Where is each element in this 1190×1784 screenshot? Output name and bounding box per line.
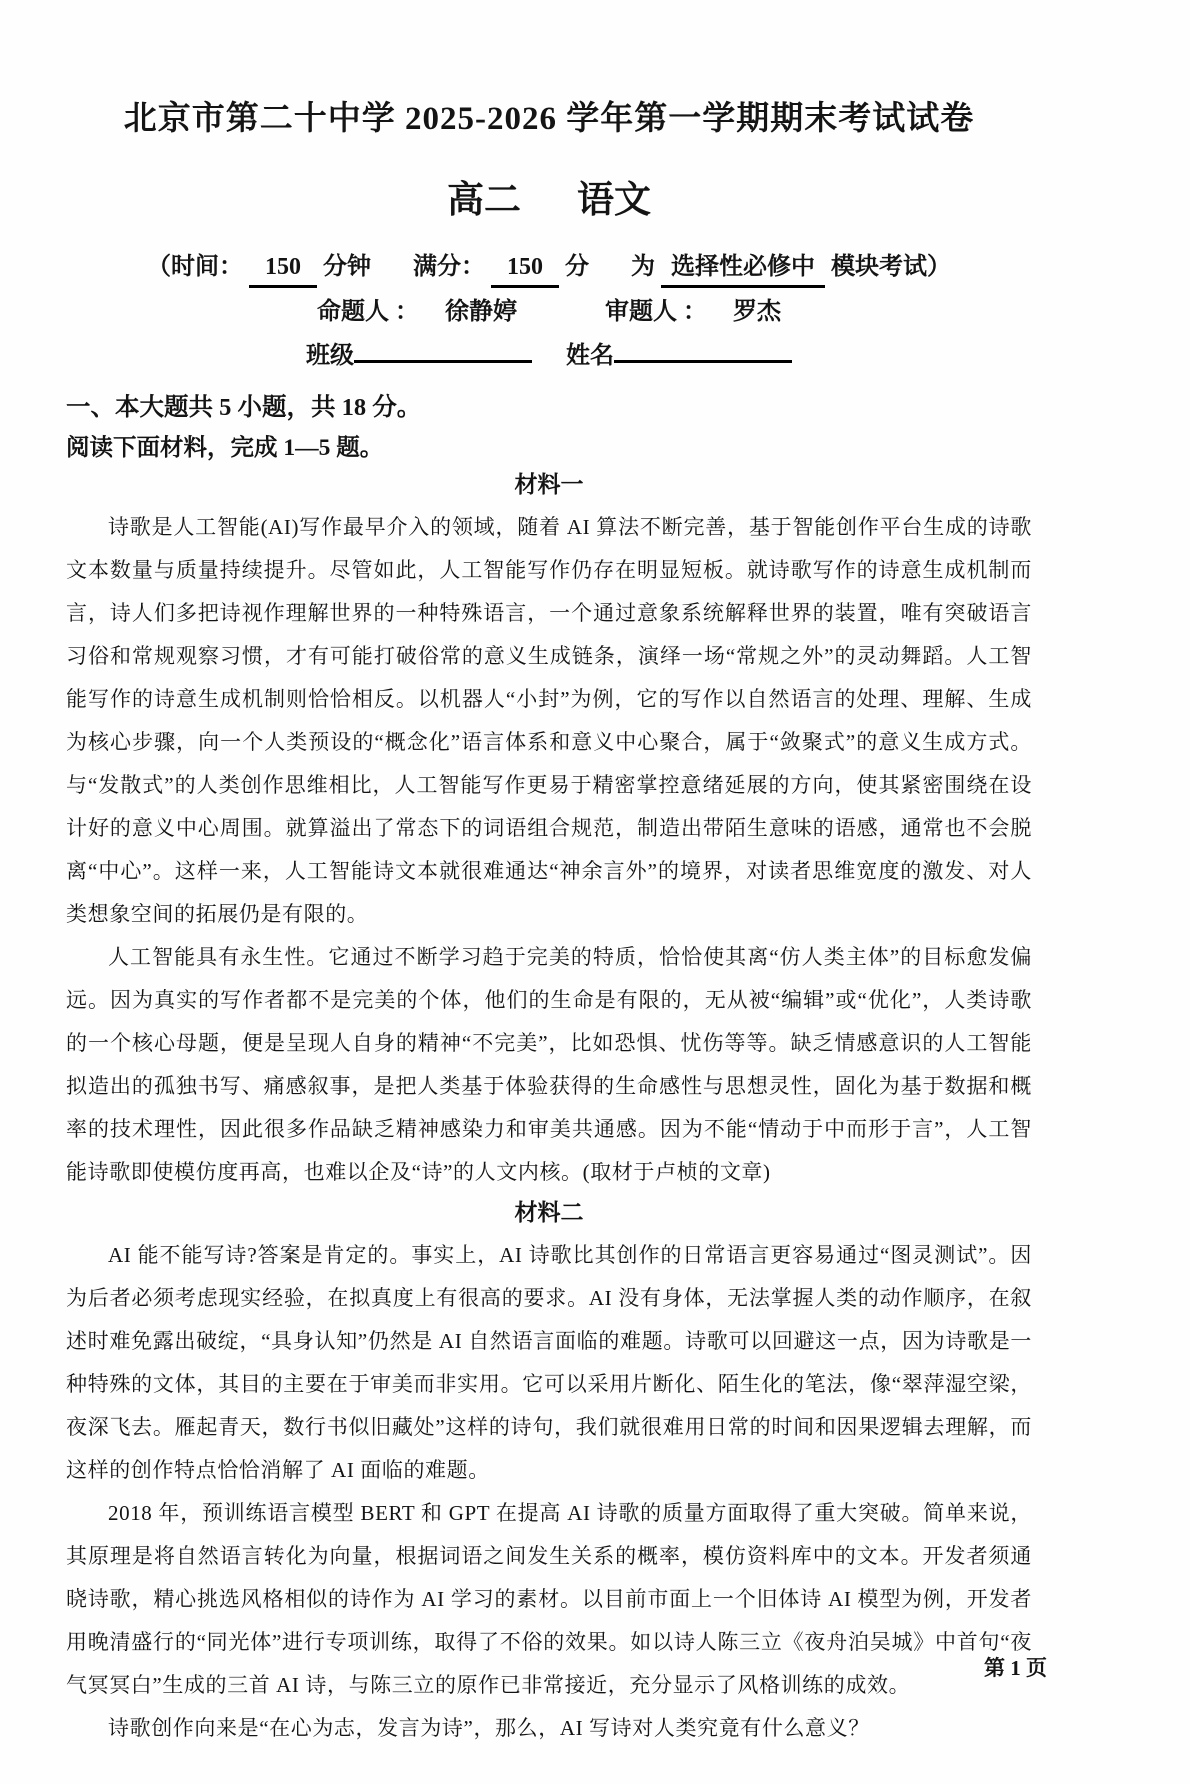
subject-title (66, 169, 1032, 223)
school-title: 北京市第二十中学 2025-2026 学年第一学期期末考试试卷 (123, 101, 975, 137)
time-label: （时间： (147, 254, 243, 280)
exam-info-line (66, 249, 1032, 288)
reviewer (605, 294, 781, 330)
setter (317, 294, 517, 330)
module-blank: 选择性必修中 (661, 249, 825, 288)
score-blank: 150 (491, 249, 559, 288)
module-prefix: 为 (631, 254, 655, 280)
class-label: 班级 (306, 343, 354, 369)
reviewer-name: 罗杰 (733, 299, 781, 325)
material-one-heading: 材料一 (514, 472, 584, 497)
material-two-heading: 材料二 (514, 1200, 584, 1225)
reviewer-label: 审题人 ： (605, 299, 707, 325)
setter-label: 命题人 ： (317, 299, 419, 325)
name-field (566, 334, 792, 374)
student-fill-line (66, 334, 1032, 374)
material-two-paragraph-2: 2018 年，预训练语言模型 BERT 和 GPT 在提高 AI 诗歌的质量方面取得了重大突破。简单来说，其原理是将自然语言转化为向量，根据词语之间发生关系的概率，模仿资料库中的文本。开发者须通晓诗歌，精心挑选风格相似的诗作为 AI 学习的素材。以目前市面上一个旧体诗 AI 模型为例，开发者用晚清盛行的“同光体”进行专项训练，取得了不俗的效果。如以诗人陈三立《夜舟泊吴城》中首句“夜气冥冥白”生成的三首 AI 诗，与陈三立的原作已非常接近，充分显示了风格训练的成效。 (66, 1501, 1032, 1697)
module-suffix: 模块考试） (831, 254, 951, 280)
setter-name: 徐静婷 (445, 299, 517, 325)
time-unit: 分钟 (323, 254, 371, 280)
score-unit: 分 (565, 254, 589, 280)
subject-grade: 高二 (447, 180, 521, 221)
time-blank: 150 (249, 249, 317, 288)
subject-course: 语文 (577, 180, 651, 221)
class-blank-line (354, 334, 532, 363)
section-one-intro: 阅读下面材料，完成 1—5 题。 (66, 435, 384, 461)
material-one-paragraph-2: 人工智能具有永生性。它通过不断学习趋于完美的特质，恰恰使其离“仿人类主体”的目标愈发偏远。因为真实的写作者都不是完美的个体，他们的生命是有限的，无从被“编辑”或“优化”，人类诗歌的一个核心母题，便是呈现人自身的精神“不完美”，比如恐惧、忧伤等等。缺乏情感意识的人工智能拟造出的孤独书写、痛感叙事，是把人类基于体验获得的生命感性与思想灵性，固化为基于数据和概率的技术理性，因此很多作品缺乏精神感染力和审美共通感。因为不能“情动于中而形于言”，人工智能诗歌即使模仿度再高，也难以企及“诗”的人文内核。(取材于卢桢的文章) (66, 945, 1032, 1184)
material-two-paragraph-1: AI 能不能写诗?答案是肯定的。事实上，AI 诗歌比其创作的日常语言更容易通过“图灵测试”。因为后者必须考虑现实经验，在拟真度上有很高的要求。AI 没有身体，无法掌握人类的动作顺序，在叙述时难免露出破绽，“具身认知”仍然是 AI 自然语言面临的难题。诗歌可以回避这一点，因为诗歌是一种特殊的文体，其目的主要在于审美而非实用。它可以采用片断化、陌生化的笔法，像“翠萍湿空梁，夜深飞去。雁起青天，数行书似旧藏处”这样的诗句，我们就很难用日常的时间和因果逻辑去理解，而这样的创作特点恰恰消解了 AI 面临的难题。 (66, 1243, 1032, 1482)
class-field (306, 334, 532, 374)
page-number: 第 1 页 (984, 1656, 1047, 1680)
section-one-heading: 一、本大题共 5 小题，共 18 分。 (66, 394, 422, 421)
name-label: 姓名 (566, 343, 614, 369)
material-one-paragraph-1: 诗歌是人工智能(AI)写作最早介入的领域，随着 AI 算法不断完善，基于智能创作平台生成的诗歌文本数量与质量持续提升。尽管如此，人工智能写作仍存在明显短板。就诗歌写作的诗意生成机制而言，诗人们多把诗视作理解世界的一种特殊语言，一个通过意象系统解释世界的装置，唯有突破语言习俗和常规观察习惯，才有可能打破俗常的意义生成链条，演绎一场“常规之外”的灵动舞蹈。人工智能写作的诗意生成机制则恰恰相反。以机器人“小封”为例，它的写作以自然语言的处理、理解、生成为核心步骤，向一个人类预设的“概念化”语言体系和意义中心聚合，属于“敛聚式”的意义生成方式。与“发散式”的人类创作思维相比，人工智能写作更易于精密掌控意绪延展的方向，使其紧密围绕在设计好的意义中心周围。就算溢出了常态下的词语组合规范，制造出带陌生意味的语感，通常也不会脱离“中心”。这样一来，人工智能诗文本就很难通达“神余言外”的境界，对读者思维宽度的激发、对人类想象空间的拓展仍是有限的。 (66, 515, 1032, 926)
exam-personnel-line (66, 294, 1032, 330)
score-label: 满分： (413, 254, 485, 280)
material-two-paragraph-3: 诗歌创作向来是“在心为志，发言为诗”，那么，AI 写诗对人类究竟有什么意义？ (108, 1716, 870, 1740)
name-blank-line (614, 334, 792, 363)
